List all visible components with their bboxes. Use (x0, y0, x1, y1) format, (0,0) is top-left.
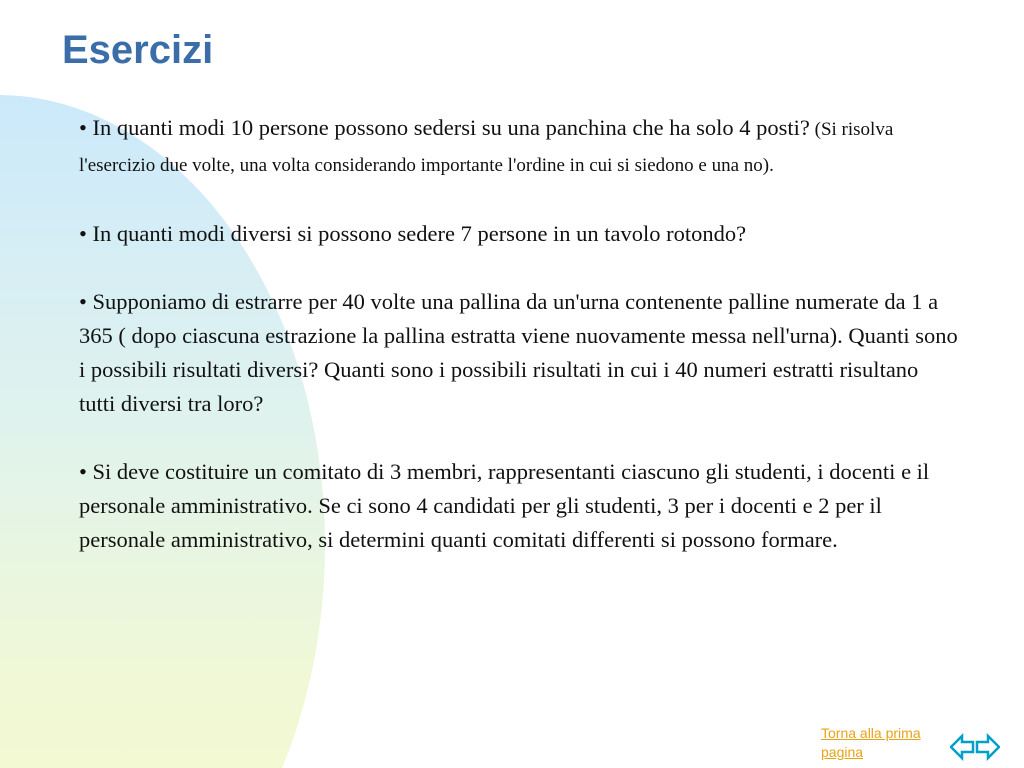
exercise-1 (79, 111, 959, 183)
exercise-list (79, 111, 959, 591)
slide-title: Esercizi (62, 28, 214, 72)
left-right-arrows-icon (950, 733, 1000, 761)
exercise-2-text: • In quanti modi diversi si possono sedere 7 persone in un tavolo rotondo? (79, 221, 747, 246)
exercise-1-note: (Si risolva l'esercizio due volte, una volta considerando importante l'ordine in cui si siedono e una no). (79, 119, 894, 176)
exercise-2 (79, 217, 959, 251)
exercise-3-text: • Supponiamo di estrarre per 40 volte una pallina da un'urna contenente palline numerate da 1 a 365 ( dopo ciascuna estrazione la pallina estratta viene nuovamente messa nell'urna). Quanti sono i possibili risultati diversi? Quanti sono i possibili risultati in cui i 40 numeri estratti risultano tutti diversi tra loro? (79, 289, 958, 416)
navigation-arrows[interactable] (950, 733, 1000, 761)
exercise-1-text: • In quanti modi 10 persone possono sedersi su una panchina che ha solo 4 posti? (79, 115, 810, 140)
exercise-4 (79, 455, 959, 557)
exercise-4-text: • Si deve costituire un comitato di 3 membri, rappresentanti ciascuno gli studenti, i docenti e il personale amministrativo. Se ci sono 4 candidati per gli studenti, 3 per i docenti e 2 per il personale amministrativo, si determini quanti comitati differenti si possono formare. (79, 459, 930, 552)
back-to-first-page-link[interactable]: Torna alla prima pagina (821, 725, 921, 760)
exercise-3 (79, 285, 959, 421)
